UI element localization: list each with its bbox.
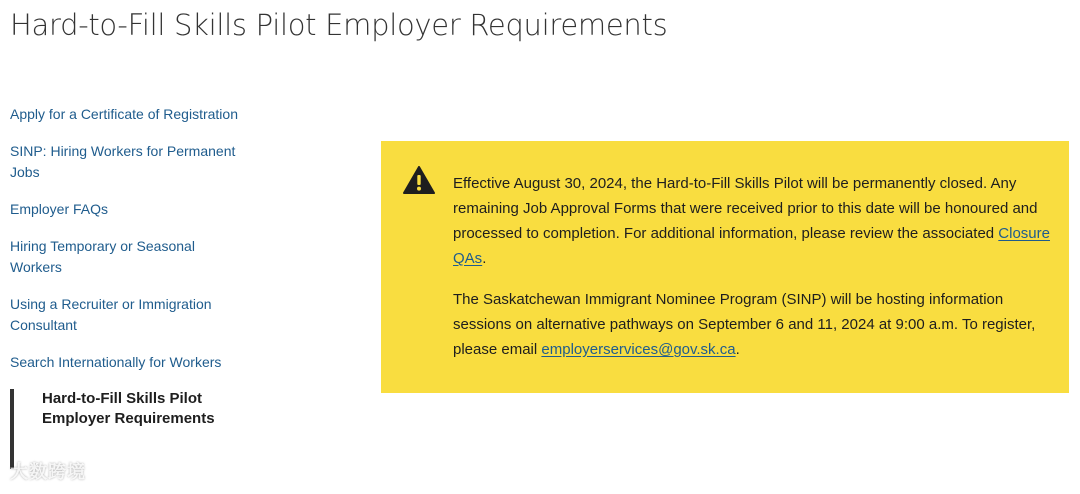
sidebar-nav (10, 104, 250, 469)
warning-icon (403, 166, 435, 194)
alert-paragraph-sessions (453, 287, 1053, 362)
alert-sessions-end: . (735, 341, 740, 358)
sidebar-item-recruiter-consultant[interactable]: Using a Recruiter or Immigration Consultant (10, 296, 212, 333)
sidebar-item-temporary-seasonal[interactable]: Hiring Temporary or Seasonal Workers (10, 238, 195, 275)
page-title: Hard-to-Fill Skills Pilot Employer Requirements (10, 8, 668, 42)
alert-paragraph-closure (453, 171, 1053, 271)
sidebar-item-sinp-permanent-jobs[interactable]: SINP: Hiring Workers for Permanent Jobs (10, 143, 236, 180)
sidebar-item-current: Hard-to-Fill Skills Pilot Employer Requirements (10, 389, 222, 469)
alert-closure-text: Effective August 30, 2024, the Hard-to-Fill Skills Pilot will be permanently closed. Any remaining Job Approval Forms that were received prior to this date will be honoured and processed to completion. For additional information, please review the associated (453, 175, 1038, 242)
alert-closure-end: . (482, 250, 487, 267)
employer-services-email-link[interactable]: employerservices@gov.sk.ca (541, 341, 736, 358)
closure-qas-link[interactable]: Closure QAs (453, 225, 1050, 267)
watermark: 大数跨境 (10, 462, 86, 482)
sidebar-item-employer-faqs[interactable]: Employer FAQs (10, 201, 109, 217)
alert-body (453, 171, 1053, 378)
closure-alert (381, 141, 1069, 393)
alert-sessions-text: The Saskatchewan Immigrant Nominee Program (SINP) will be hosting information sessions on alternative pathways on September 6 and 11, 2024 at 9:00 a.m. To register, please email (453, 291, 1036, 358)
sidebar-item-search-internationally[interactable]: Search Internationally for Workers (10, 354, 222, 370)
sidebar-item-certificate-registration[interactable]: Apply for a Certificate of Registration (10, 106, 238, 122)
